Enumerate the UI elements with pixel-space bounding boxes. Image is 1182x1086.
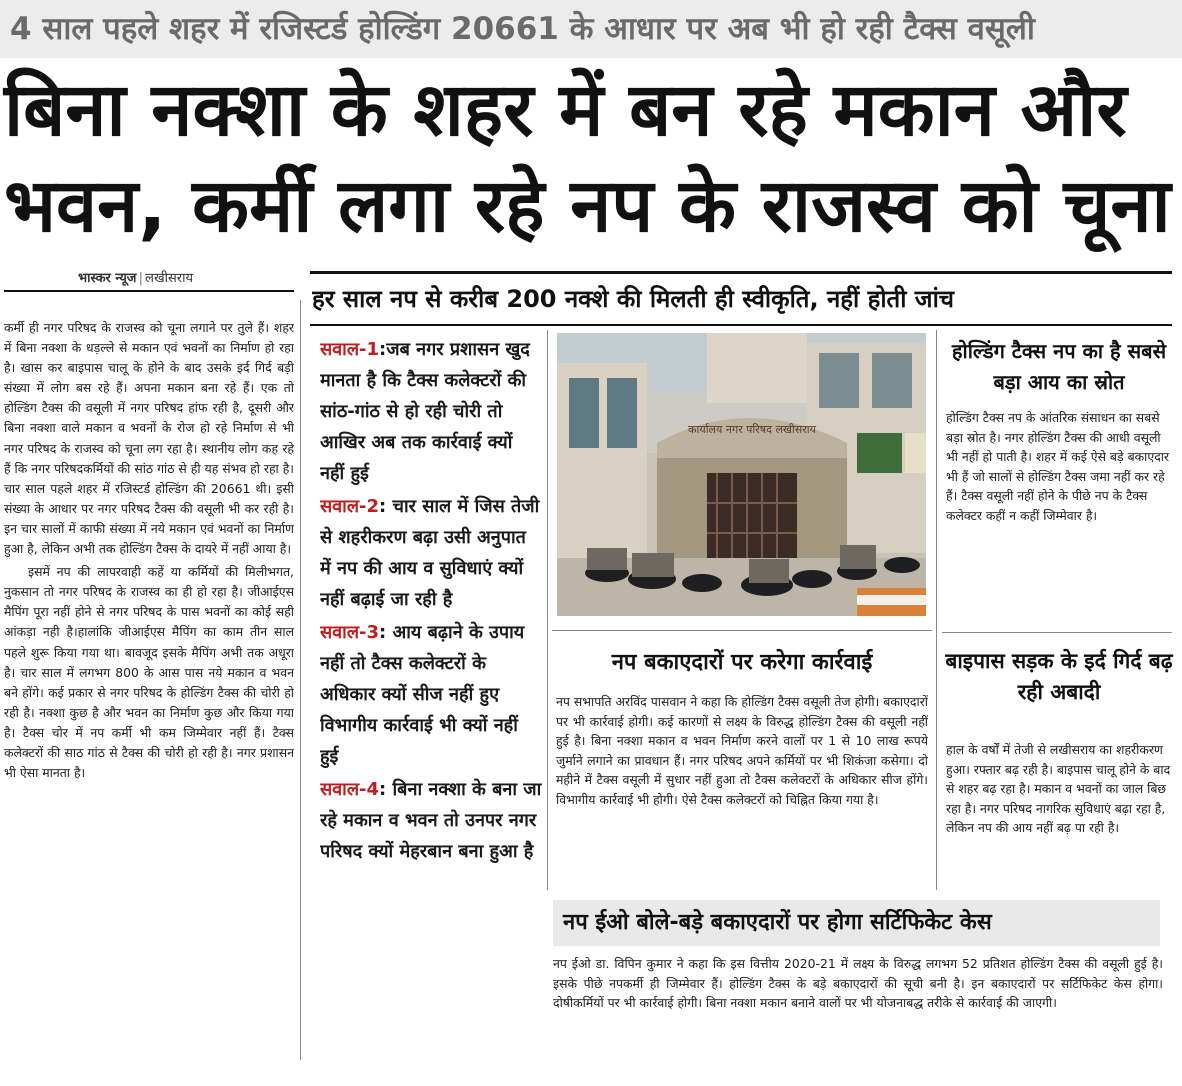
subhead-rule-bottom <box>310 324 1172 326</box>
question-item <box>320 491 542 615</box>
byline-separator: | <box>138 271 144 286</box>
action-box-title: नप बकाएदारों पर करेगा कार्रवाई <box>611 650 873 675</box>
bypass-box-rule-top <box>942 632 1172 633</box>
headline-line-1: बिना नक्शा के शहर में बन रहे मकान और <box>4 67 1127 153</box>
question-text: : बिना नक्शा के बना जा रहे मकान व भवन तो उनपर नगर परिषद क्यों मेहरबान बना हुआ है <box>320 779 542 862</box>
question-label: सवाल-1 <box>320 339 380 360</box>
action-box-text: नप सभापति अरविंद पासवान ने कहा कि होल्डिंग टैक्स वसूली तेज होगी। बकाएदारों पर भी कार्रवाई होगी। कई कारणों से लक्ष्य के विरुद्ध होल्डिंग टैक्स की वसूली नहीं हुई है। बिना नक्शा मकान व भवन निर्माण करने वालों पर 1 से 10 लाख रूपये जुर्माने लगाने का प्रावधान हैं। नगर परिषद अपने कर्मियों पर भी शिकंजा कसेगा। दो महीने में टैक्स वसूली में सुधार नहीं हुआ तो टैक्स कलेक्टरों के अधिकार सीज होंगे। विभागीय कार्रवाई भी होगी। ऐसे टैक्स कलेक्टरों को चिह्नित किया गया है। <box>556 694 928 807</box>
column-rule-left <box>300 300 301 1060</box>
eo-box-title: नप ईओ बोले-बड़े बकाएदारों पर होगा सर्टिफिकेट केस <box>553 900 1160 946</box>
subhead-rule-top <box>310 271 1172 274</box>
question-label: सवाल-3 <box>320 622 380 643</box>
column-rule-questions <box>547 330 548 890</box>
question-item <box>320 774 542 867</box>
byline-place: लखीसराय <box>145 271 193 286</box>
subhead: हर साल नप से करीब 200 नक्शे की मिलती ही स्वीकृति, नहीं होती जांच <box>312 285 955 313</box>
byline-source: भास्कर न्यूज <box>78 271 137 286</box>
question-item <box>320 334 542 489</box>
bypass-box-text: हाल के वर्षों में तेजी से लखीसराय का शहरीकरण हुआ। रफ्तार बढ़ रही है। बाइपास चालू होने के बाद से शहर बढ़ रहा है। मकान व भवनों का जाल बिछ रहा है। नगर परिषद नागरिक सुविधाएं बढ़ा रहा है, लेकिन नप की आय नहीं बढ़ पा रही है। <box>946 742 1171 836</box>
question-text: : आय बढ़ाने के उपाय नहीं तो टैक्स कलेक्टरों के अधिकार क्यों सीज नहीं हुए विभागीय कार्रवाई भी क्यों नहीं हुई <box>320 622 525 767</box>
news-photo <box>557 333 926 616</box>
municipal-office-photo <box>557 333 926 616</box>
holding-box-text: होल्डिंग टैक्स नप के आंतरिक संसाधन का सबसे बड़ा स्रोत है। नगर होल्डिंग टैक्स की आधी वसूली भी नहीं हो पाती है। शहर में कई ऐसे बड़े बकाएदार भी हैं जो सालों से होल्डिंग टैक्स जमा नहीं कर रहे हैं। टैक्स वसूली नहीं होने के पीछे नप के टैक्स कलेक्टर कहीं न कहीं जिम्मेवार है। <box>946 410 1170 523</box>
bypass-box-title: बाइपास सड़क के इर्द गिर्द बढ़ रही अबादी <box>945 649 1173 704</box>
question-text: :जब नगर प्रशासन खुद मानता है कि टैक्स कलेक्टरों की सांठ-गांठ से हो रही चोरी तो आखिर अब तक कार्रवाई क्यों नहीं हुई <box>320 339 530 484</box>
byline <box>78 268 193 286</box>
question-label: सवाल-4 <box>320 779 380 800</box>
left-column <box>4 318 294 1060</box>
kicker: 4 साल पहले शहर में रजिस्टर्ड होल्डिंग 20661 के आधार पर अब भी हो रही टैक्स वसूली <box>0 0 1182 58</box>
headline-line-2: भवन, कर्मी लगा रहे नप के राजस्व को चूना <box>4 163 1171 249</box>
column-rule-right <box>936 330 937 890</box>
building-sign: कार्यालय नगर परिषद लखीसराय <box>688 423 816 436</box>
holding-box-title: होल्डिंग टैक्स नप का है सबसे बड़ा आय का स्रोत <box>951 339 1167 394</box>
questions-column <box>320 334 542 1046</box>
left-column-paragraph-1: कर्मी ही नगर परिषद के राजस्व को चूना लगाने पर तुले हैं। शहर में बिना नक्शा के धड़ल्ले से मकान एवं भवनों का निर्माण हो रहा है। खास कर बाइपास चालू के होने के बाद उसके इर्द गिर्द बड़ी संख्या में लोग बस रहे हैं। अपना मकान बना रहे हैं। एक तो होल्डिंग टैक्स की वसूली में नगर परिषद हांफ रही है, दूसरी और बिना नक्शा वाले मकान व भवनों के रोज हो रहे निर्माण से भी नगर परिषद के राजस्व को चूना लग रहा है। स्थानीय लोग कह रहे हैं कि नगर परिषदकर्मियों की सांठ गांठ से ही यह संभव हो रहा है। चार साल पहले शहर में रजिस्टर्ड होल्डिंग की 20661 थी। इसी संख्या के आधार पर नगर परिषद टैक्स की वसूली भी कर रही है। इन चार सालों में काफी संख्या में नये मकान एवं भवनों का निर्माण हुआ है, लेकिन अभी तक होल्डिंग टैक्स के दायरे में नहीं आया है। <box>4 320 294 557</box>
question-item <box>320 617 542 772</box>
question-label: सवाल-2 <box>320 496 380 517</box>
left-column-paragraph-2: इसमें नप की लापरवाही कहें या कर्मियों की मिलीभगत, नुकसान तो नगर परिषद के राजस्व का ही हो रहा है। जीआईएस मैपिंग पूरा नहीं होने से नगर परिषद के पास भवनों का कोई सही आंकड़ा नही है।हालांकि जीआईएस मैपिंग का काम तीन साल पहले शुरू किया गया था। बावजूद इसके मैपिंग अभी तक अधूरा है। चार साल में लगभग 800 के आस पास नये मकान व भवन बने होंगे। कई प्रकार से नगर परिषद के होल्डिंग टैक्स की चोरी हो रही है। नक्शा कुछ है और भवन का निर्माण कुछ और किया गया है। टैक्स चोर में नप कर्मी भी कम जिम्मेवार नहीं हैं। टैक्स कलेक्टरों की साठ गांठ से टैक्स की चोरी हो रही है। नगर प्रशासन भी ऐसा मानता है। <box>4 564 294 781</box>
eo-box-text: नप ईओ डा. विपिन कुमार ने कहा कि इस वित्तीय 2020-21 में लक्ष्य के विरुद्ध लगभग 52 प्रतिशत होल्डिंग टैक्स की वसूली हुई है। इसके पीछे नपकर्मी ही जिम्मेवार हैं। होल्डिंग टैक्स के बड़े बकाएदारों की सूची बनी है। इन बकाएदारों पर सर्टिफिकेट केस होगा। दोषीकर्मियों पर भी कार्रवाई होगी। बिना नक्शा मकान बनाने वालों पर भी योजनाबद्ध तरीके से कार्रवाई की जाएगी। <box>553 956 1163 1011</box>
question-text: : चार साल में जिस तेजी से शहरीकरण बढ़ा उसी अनुपात में नप की आय व सुविधाएं क्यों नहीं बढ़ाई जा रही है <box>320 496 540 610</box>
action-box-rule-top <box>552 630 932 631</box>
byline-rule <box>4 290 294 292</box>
